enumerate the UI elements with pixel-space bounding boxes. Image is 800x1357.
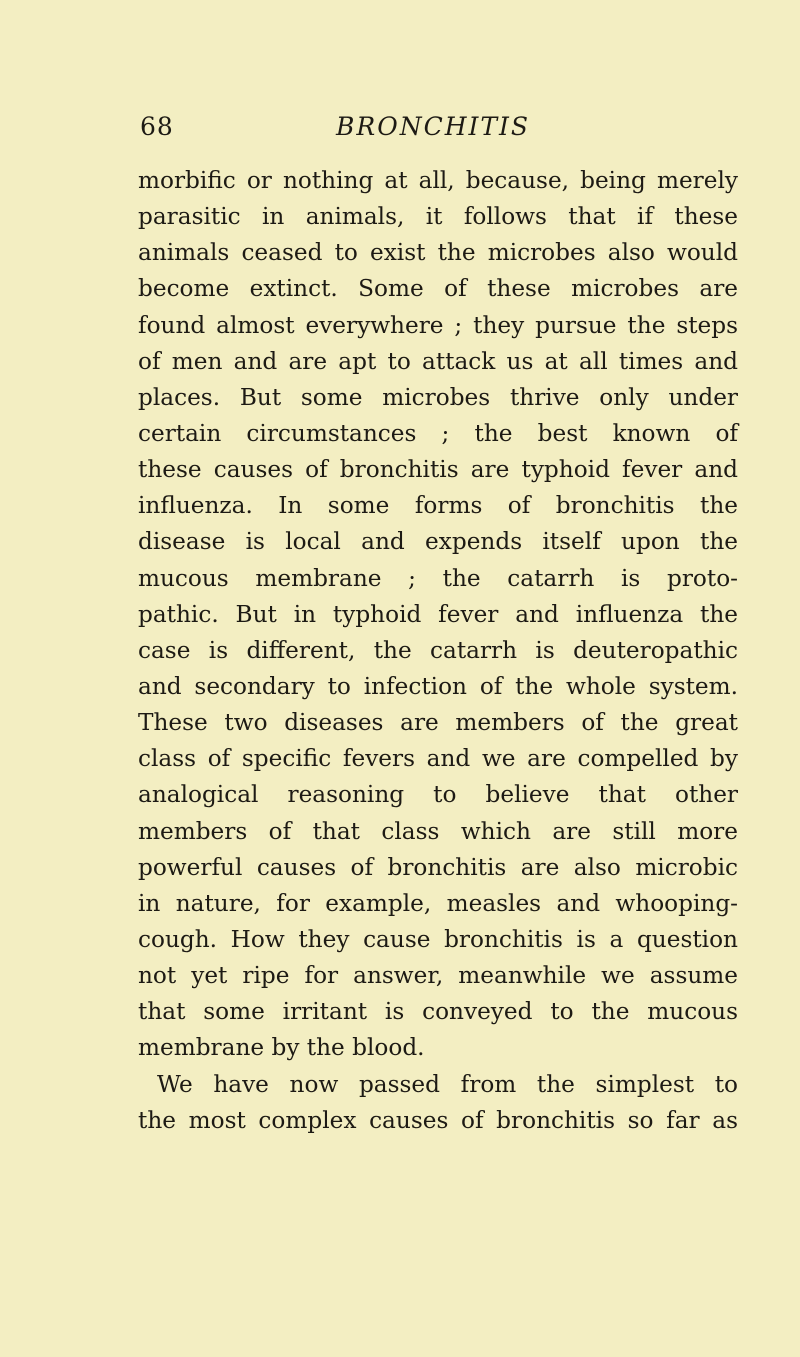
text-line: morbific or nothing at all, because, being merely bbox=[138, 167, 738, 194]
running-title: BRONCHITIS bbox=[336, 112, 531, 141]
text-line: not yet ripe for answer, meanwhile we assume bbox=[138, 962, 738, 990]
text-line: animals ceased to exist the microbes also would bbox=[138, 239, 738, 267]
text-line: certain circumstances ; the best known of bbox=[138, 419, 738, 447]
text-line: mucous membrane ; the catarrh is proto- bbox=[138, 564, 738, 592]
text-line: These two diseases are members of the great bbox=[138, 709, 738, 737]
text-line: found almost everywhere ; they pursue the steps bbox=[138, 311, 738, 339]
text-line: pathic. But in typhoid fever and influenza the bbox=[138, 600, 738, 628]
text-line: that some irritant is conveyed to the mucous bbox=[138, 998, 738, 1026]
text-line: membrane by the blood. bbox=[138, 1034, 425, 1062]
text-line: analogical reasoning to believe that other bbox=[138, 781, 738, 809]
page-header bbox=[0, 112, 800, 152]
text-line: parasitic in animals, it follows that if these bbox=[138, 203, 738, 231]
text-line: the most complex causes of bronchitis so far as bbox=[138, 1106, 738, 1134]
text-line: members of that class which are still more bbox=[138, 817, 738, 845]
text-line: case is different, the catarrh is deuteropathic bbox=[138, 636, 738, 664]
text-line: become extinct. Some of these microbes are bbox=[138, 275, 738, 303]
text-line: places. But some microbes thrive only under bbox=[138, 383, 738, 411]
body-text bbox=[138, 163, 738, 1139]
text-line: disease is local and expends itself upon the bbox=[138, 528, 738, 556]
text-line: and secondary to infection of the whole system. bbox=[138, 672, 738, 700]
text-line: of men and are apt to attack us at all times and bbox=[138, 347, 738, 375]
text-line: in nature, for example, measles and whooping- bbox=[138, 889, 738, 917]
text-line: these causes of bronchitis are typhoid fever and bbox=[138, 456, 738, 484]
text-line: class of specific fevers and we are compelled by bbox=[138, 745, 738, 773]
text-line: powerful causes of bronchitis are also microbic bbox=[138, 853, 738, 881]
text-line: cough. How they cause bronchitis is a question bbox=[138, 925, 738, 953]
page-number: 68 bbox=[140, 112, 174, 141]
text-line: We have now passed from the simplest to bbox=[157, 1070, 738, 1098]
text-line: influenza. In some forms of bronchitis the bbox=[138, 492, 738, 520]
